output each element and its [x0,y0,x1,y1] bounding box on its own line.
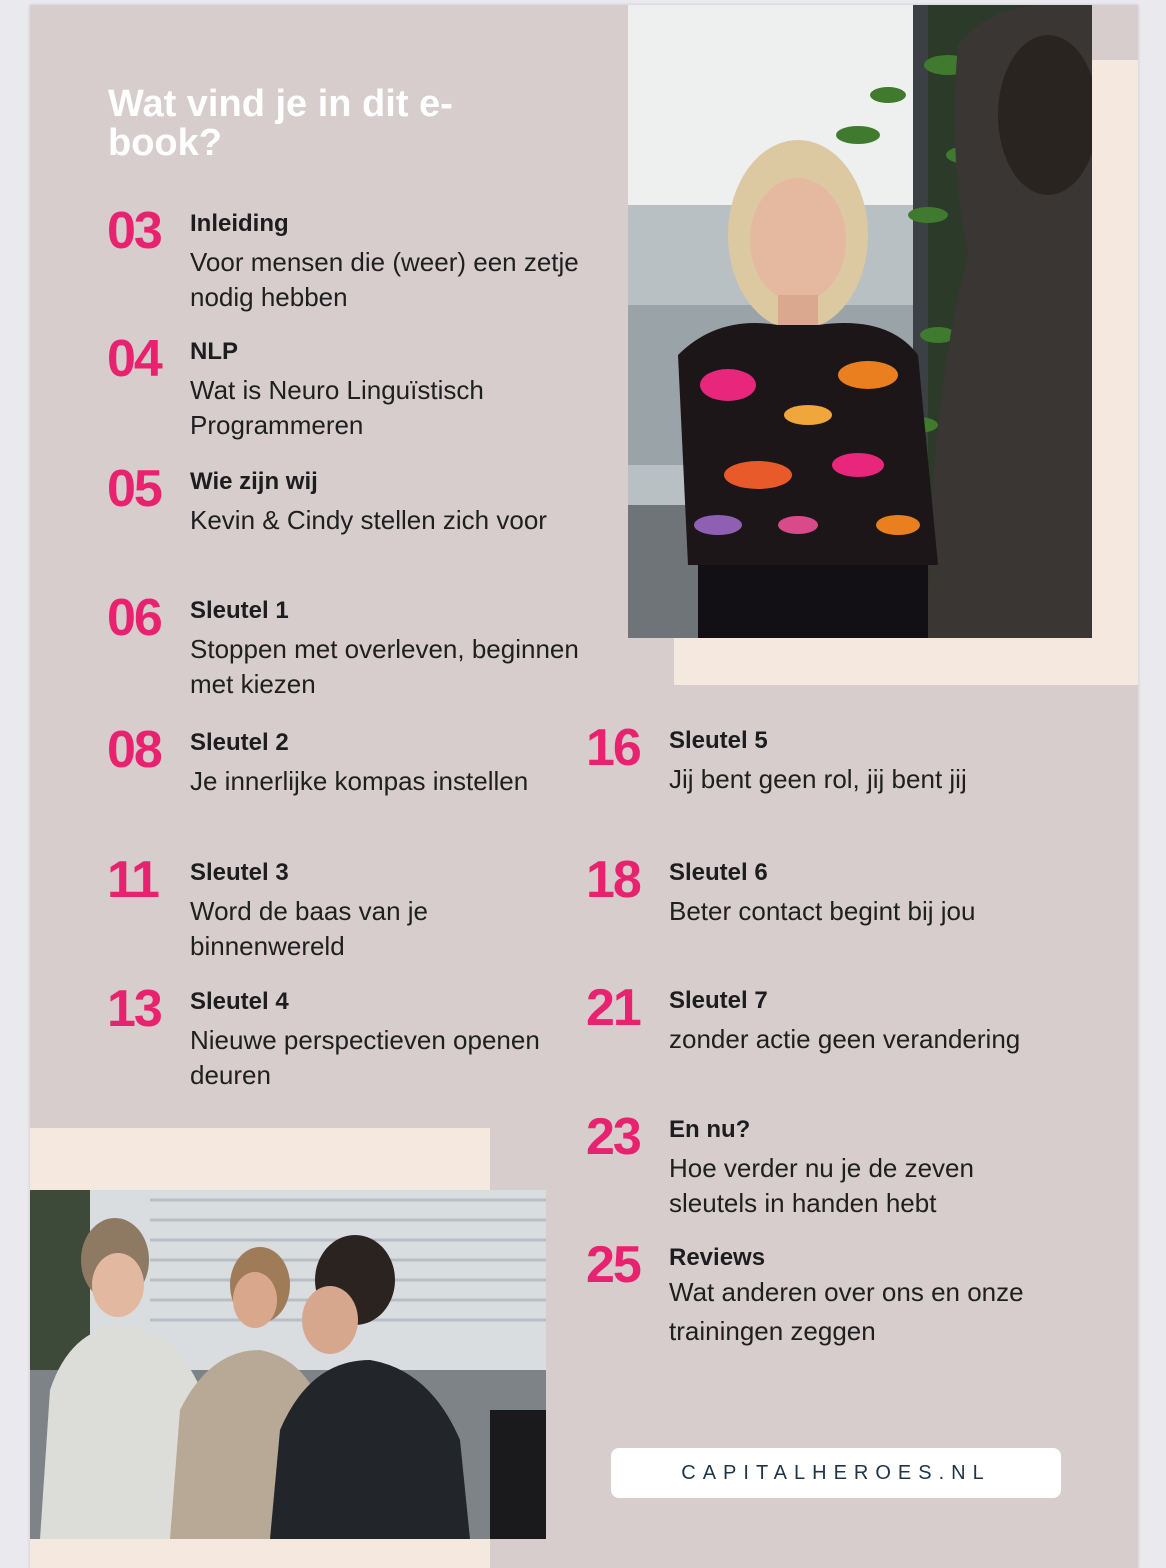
toc-heading: Wie zijn wij [190,468,318,495]
toc-description: Voor mensen die (weer) een zetje nodig hebben [190,247,579,312]
page-number: 13 [107,980,161,1038]
page-number: 11 [107,851,158,909]
toc-heading: Sleutel 2 [190,729,289,756]
toc-description: Wat anderen over ons en onze trainingen zeggen [669,1277,1024,1346]
toc-description: Nieuwe perspectieven openen deuren [190,1025,540,1090]
page-number: 05 [107,460,161,518]
page-number: 21 [586,979,640,1037]
page-number: 23 [586,1108,640,1166]
page-number: 16 [586,719,640,777]
photo-group-seated [30,1190,546,1539]
page-number: 08 [107,721,161,779]
toc-description: Stoppen met overleven, beginnen met kiezen [190,634,579,699]
photo-woman-talking [628,5,1092,638]
toc-heading: Sleutel 6 [669,859,768,886]
toc-description: Word de baas van je binnenwereld [190,896,428,961]
ebook-page [30,5,1138,1568]
website-link-button[interactable]: CAPITALHEROES.NL [611,1448,1061,1498]
toc-heading: Reviews [669,1244,766,1271]
page-number: 25 [586,1236,640,1294]
toc-heading: Sleutel 4 [190,988,289,1015]
toc-description: zonder actie geen verandering [669,1024,1021,1054]
page-number: 06 [107,589,161,647]
toc-heading: NLP [190,338,238,365]
toc-description: Beter contact begint bij jou [669,896,976,926]
page-number: 04 [107,330,161,388]
toc-heading: Sleutel 3 [190,859,289,886]
toc-description: Hoe verder nu je de zeven sleutels in handen hebt [669,1153,974,1218]
toc-heading: En nu? [669,1116,751,1143]
toc-description: Wat is Neuro Linguïstisch Programmeren [190,375,484,440]
toc-heading: Sleutel 7 [669,987,768,1014]
page-title: Wat vind je in dit e-book? [108,83,453,164]
toc-description: Jij bent geen rol, jij bent jij [669,764,967,794]
toc-description: Je innerlijke kompas instellen [190,766,529,796]
toc-heading: Sleutel 1 [190,597,289,624]
page-number: 18 [586,851,640,909]
toc-heading: Inleiding [190,210,289,237]
toc-description: Kevin & Cindy stellen zich voor [190,505,547,535]
page-number: 03 [107,202,161,260]
toc-heading: Sleutel 5 [669,727,768,754]
